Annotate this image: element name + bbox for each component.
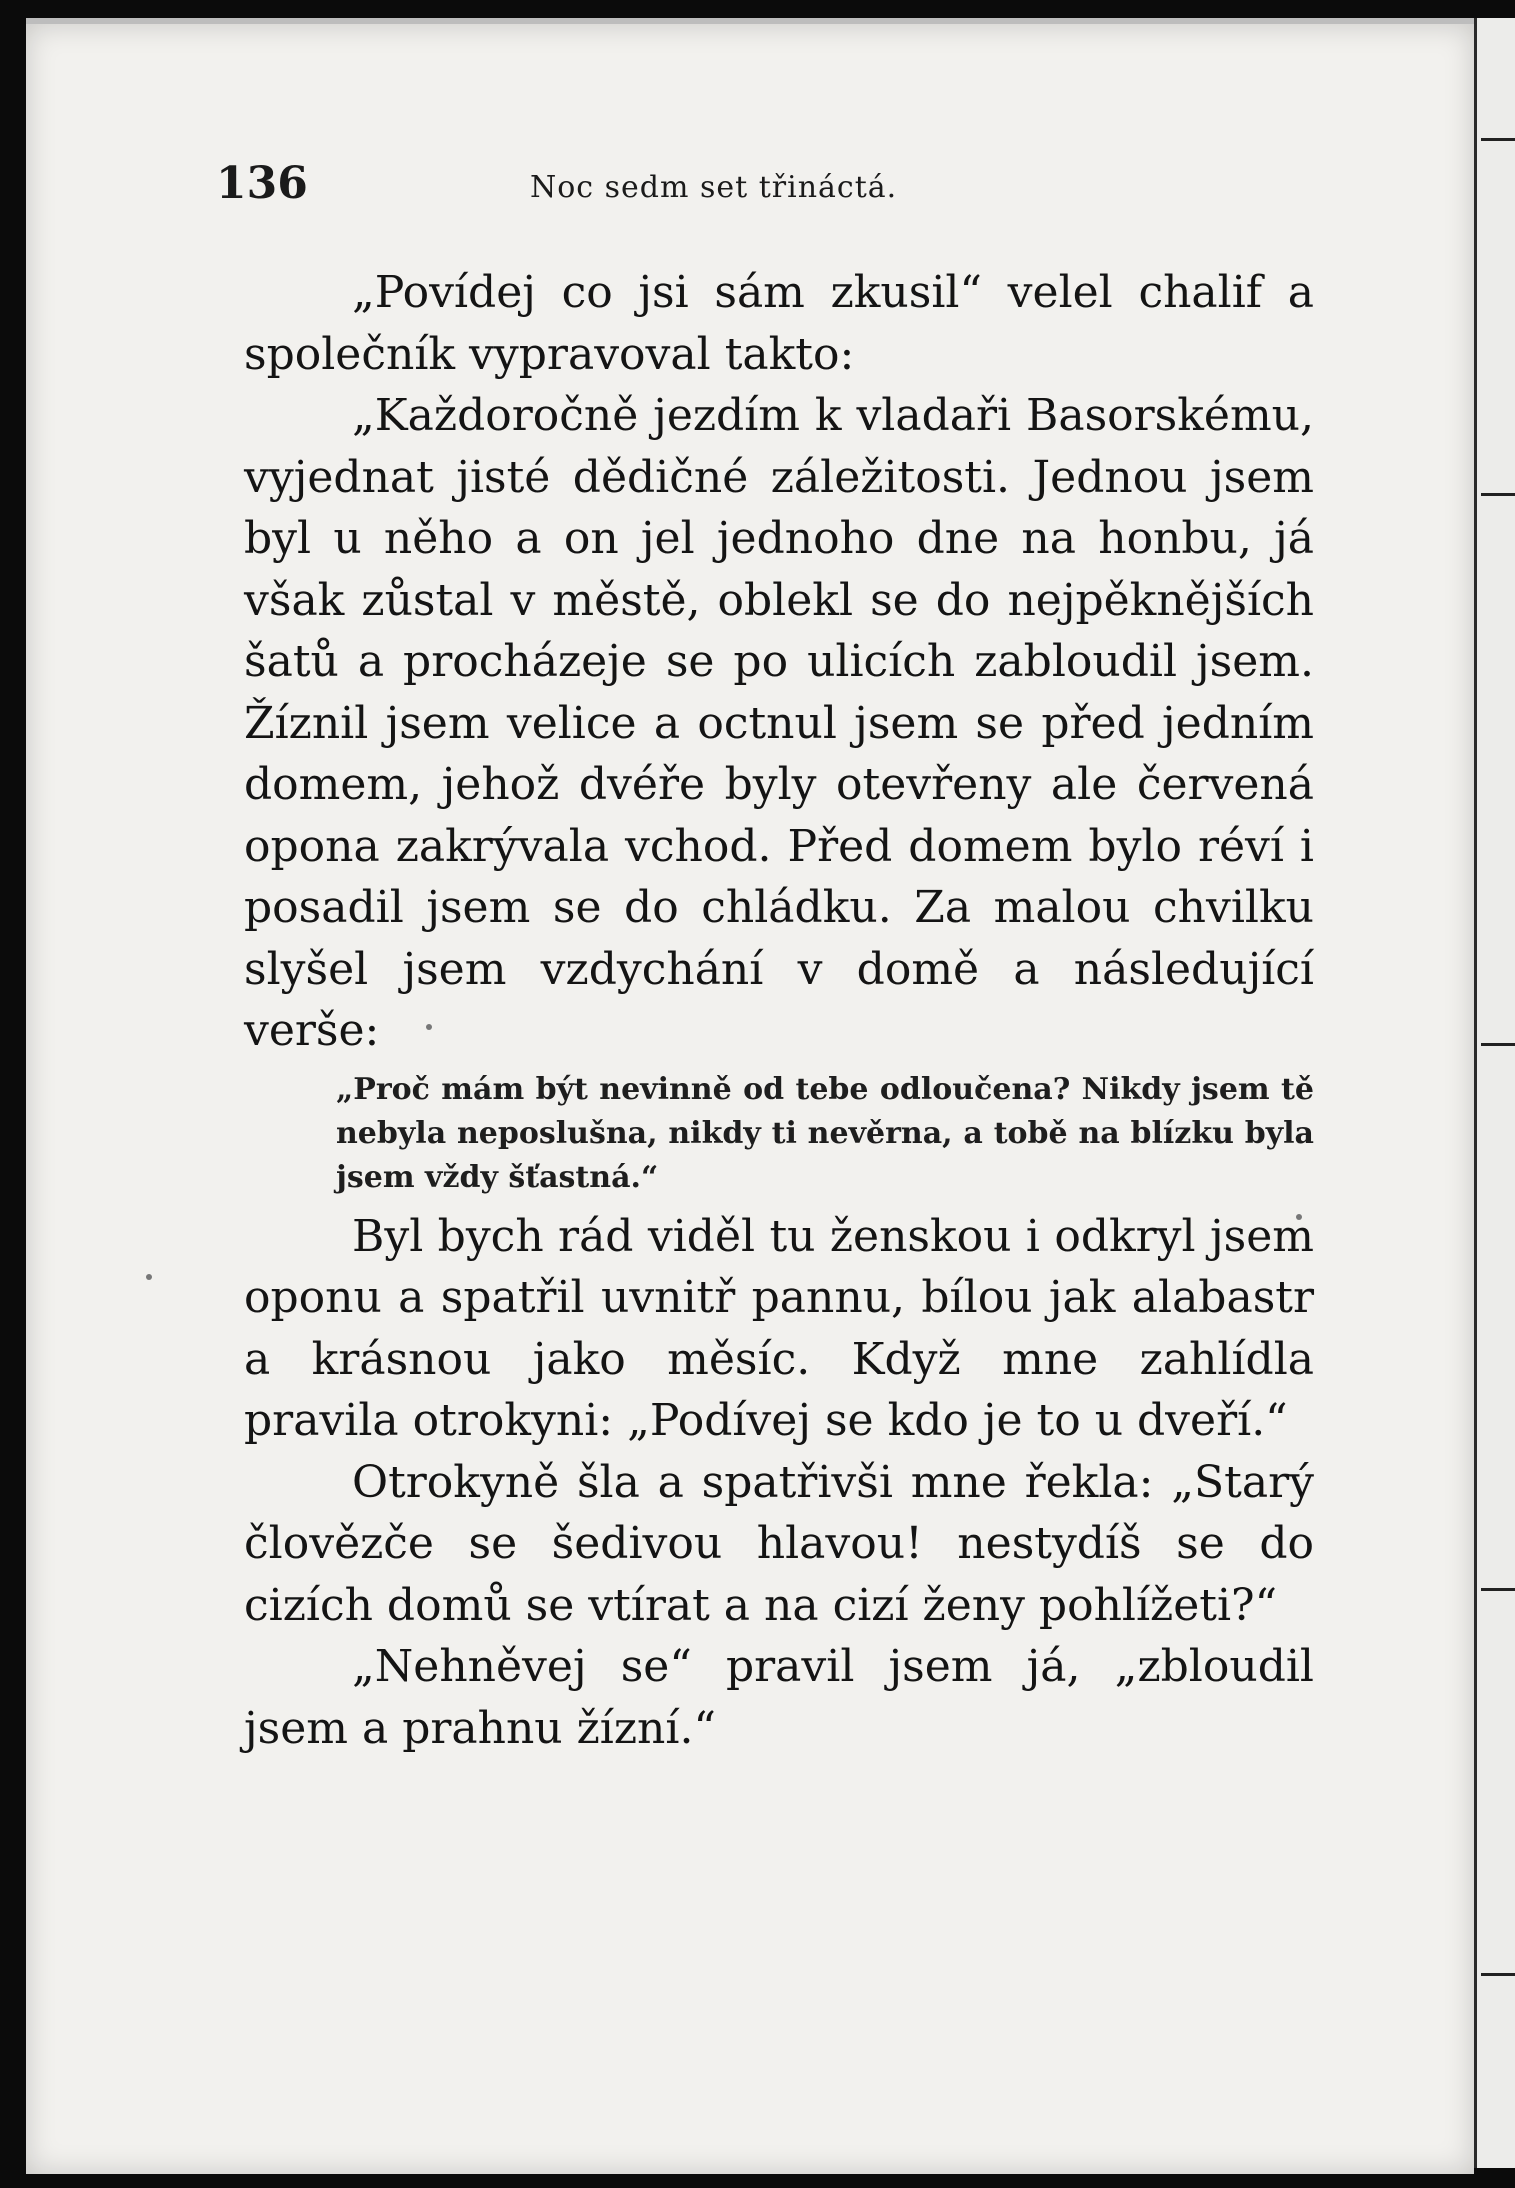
page-number: 136 [216,158,308,209]
gutter-mark [1481,1043,1515,1046]
gutter-mark [1481,138,1515,141]
paragraph-3: Byl bych rád viděl tu ženskou i odkryl jsem oponu a spatřil uvnitř pannu, bílou jak alabastr a krásnou jako měsíc. Když mne zahlídla pravila otrokyni: „Podívej se kdo je to u dveří.“ [244,1210,1314,1446]
paragraph-5: „Nehněvej se“ pravil jsem já, „zbloudil jsem a prahnu žízní.“ [244,1641,1314,1754]
paper-speck [146,1274,152,1280]
paragraph-1: „Povídej co jsi sám zkusil“ velel chalif a společník vypravoval takto: [244,267,1314,380]
page-gutter [1474,18,1515,2168]
running-title: Noc sedm set třináctá. [530,170,898,205]
gutter-mark [1481,493,1515,496]
body-text [244,262,1314,1759]
paragraph-2: „Každoročně jezdím k vladaři Basorskému, vyjednat jisté dědičné záležitosti. Jednou jsem byl u něho a on jel jednoho dne na honbu, já však zůstal v městě, oblekl se do nejpěknějších šatů a procházeje se po ulicích zabloudil jsem. Žíznil jsem velice a octnul jsem se před jedním domem, jehož dvéře byly otevřeny ale červená opona zakrývala vchod. Před domem bylo réví i posadil jsem se do chládku. Za malou chvilku slyšel jsem vzdychání v domě a následující verše: [244,390,1314,1056]
verse-quote: „Proč mám být nevinně od tebe odloučena? Nikdy jsem tě nebyla neposlušna, nikdy ti nevěrna, a tobě na blízku byla jsem vždy šťastná.“ [336,1071,1314,1195]
gutter-mark [1481,1973,1515,1976]
gutter-mark [1481,1588,1515,1591]
page-header [216,158,1316,218]
paragraph-4: Otrokyně šla a spatřivši mne řekla: „Starý človězče se šedivou hlavou! nestydíš se do cizích domů se vtírat a na cizí ženy pohlížeti?“ [244,1456,1314,1631]
